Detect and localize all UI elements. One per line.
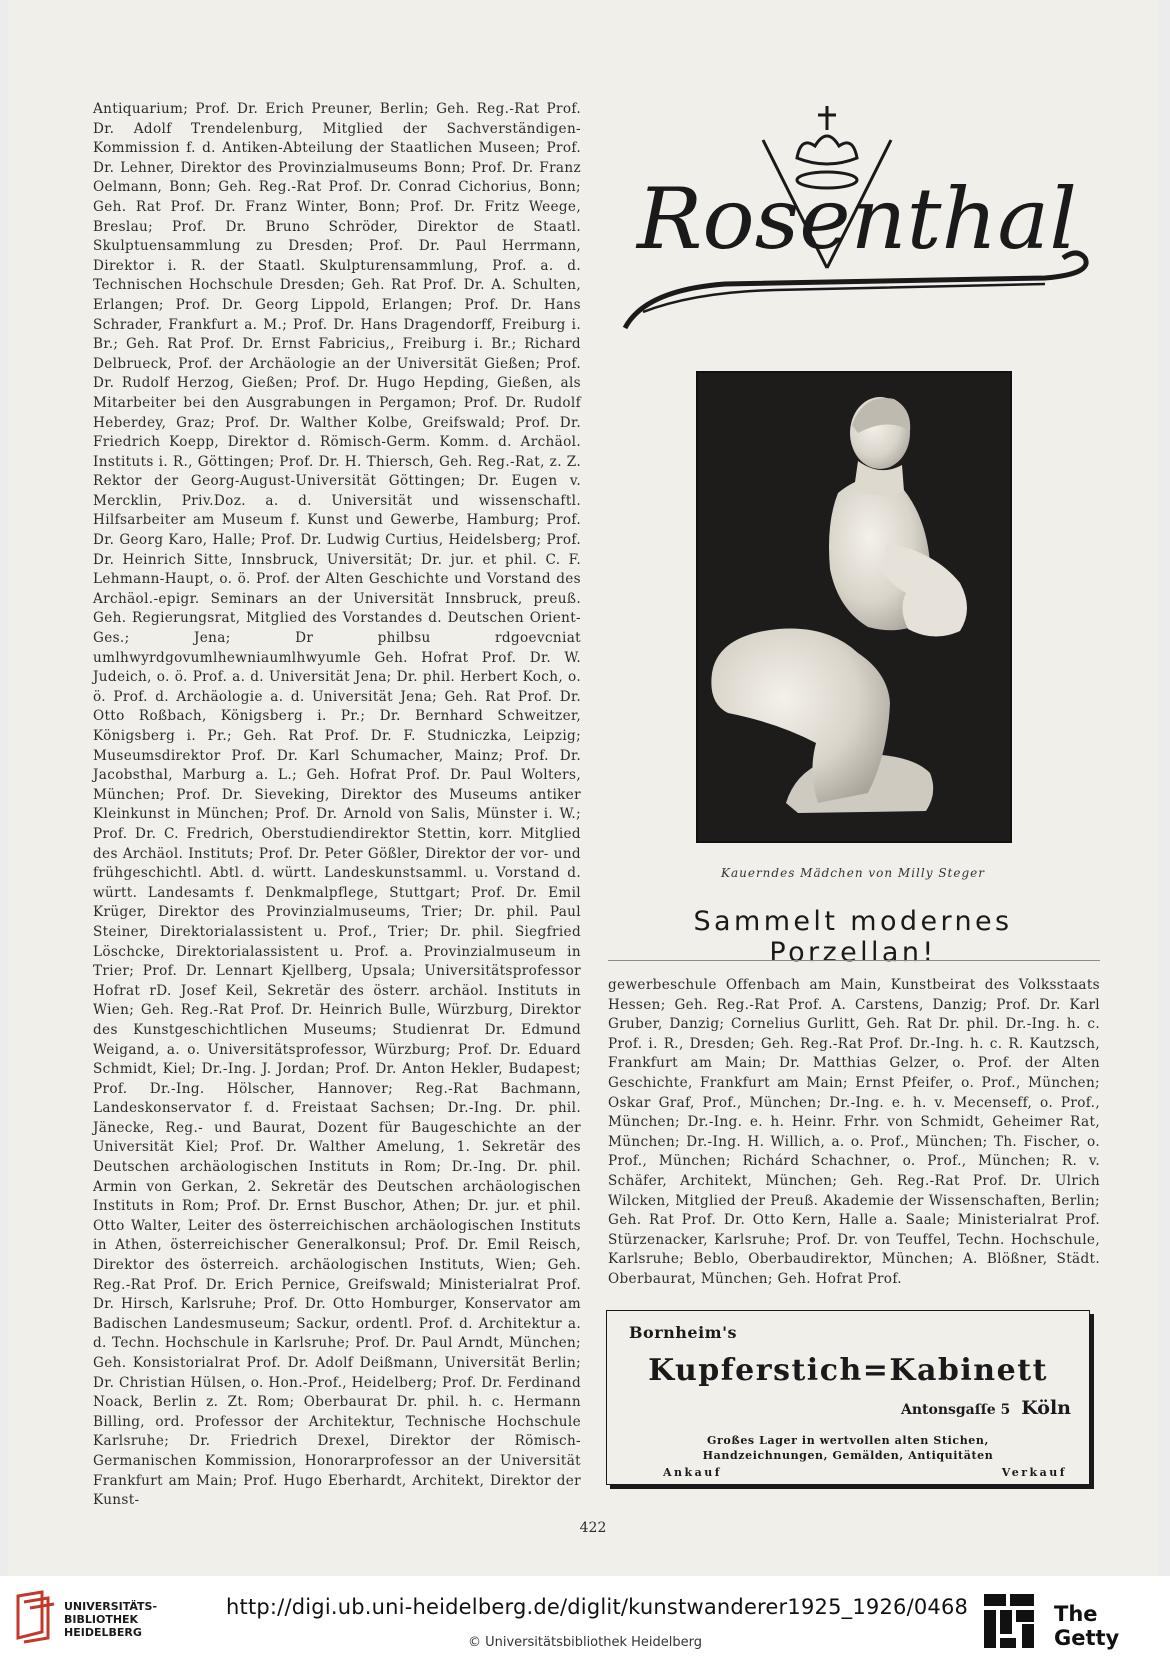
divider-rule [608,960,1100,961]
ad-address [901,1397,1071,1419]
sculpture-photo [696,371,1012,843]
scanned-page [8,0,1158,1576]
ad-description-line: Handzeichnungen, Gemälden, Antiquitäten [702,1449,994,1462]
right-column-text: gewerbeschule Offenbach am Main, Kunstbeirat des Volksstaats Hessen; Geh. Reg.-Rat Prof. A. Carstens, Danzig; Prof. Dr. Karl Gruber, Danzig; Cornelius Gurlitt, Geh. Rat Dr. phil. Dr.-Ing. h. c. Prof. i. R., Dresden; Geh. Reg.-Rat Prof. Dr.-Ing. h. c. R. Kautzsch, Frankfurt am Main; Dr. Matthias Gelzer, o. Prof. der Alten Geschichte, Frankfurt am Main; Ernst Pfeifer, o. Prof., München; Oskar Graf, Prof., München; Dr.-Ing. e. h. v. Mecenseff, o. Prof., München; Dr.-Ing. e. h. Heinr. Frhr. von Schmidt, Geheimer Rat, München; Dr.-Ing. H. Willich, a. o. Prof., München; Th. Fischer, o. Prof., München; Richárd Schachner, o. Prof., München; R. v. Schäfer, Architekt, München; Geh. Reg.-Rat Prof. Dr. Ulrich Wilcken, Mitglied der Preuß. Akademie der Wissenschaften, Berlin; Geh. Rat Prof. Dr. Otto Kern, Halle a. Saale; Ministerialrat Prof. Stürzenacker, Karlsruhe; Prof. Dr. von Teuffel, Techn. Hochschule, Karlsruhe; Beblo, Oberbaudirektor, München; A. Blößner, Städt. Oberbaurat, München; Geh. Hofrat Prof. [608,977,1100,1287]
rosenthal-logo [615,98,1105,348]
photo-caption: Kauerndes Mädchen von Milly Steger [721,866,985,880]
left-column-text: Antiquarium; Prof. Dr. Erich Preuner, Berlin; Geh. Reg.-Rat Prof. Dr. Adolf Trendelenburg, Mitglied der Sachverständigen-Kommission f. d. Antiken-Abteilung der Staatlichen Museen; Prof. Dr. Lehner, Direktor des Provinzialmuseums Bonn; Prof. Dr. Franz Oelmann, Bonn; Geh. Reg.-Rat Prof. Dr. Conrad Cichorius, Bonn; Geh. Rat Prof. Dr. Franz Winter, Bonn; Prof. Dr. Fritz Weege, Breslau; Prof. Dr. Bruno Schröder, Direktor de Staatl. Skulptuensammlung zu Dresden; Prof. Dr. Paul Herrmann, Direktor i. R. der Staatl. Skulpturensammlung, Prof. a. d. Technischen Hochschule Dresden; Geh. Rat Prof. Dr. A. Schulten, Erlangen; Prof. Dr. Georg Lippold, Erlangen; Prof. Dr. Hans Schrader, Frankfurt a. M.; Prof. Dr. Hans Dragendorff, Freiburg i. Br.; Geh. Rat Prof. Dr. Ernst Fabricius,, Freiburg i. Br.; Richard Delbrueck, Prof. der Archäologie an der Universität Gießen; Prof. Dr. Rudolf Herzog, Gießen; Prof. Dr. Hugo Hepding, Gießen, als Mitarbeiter bei den Ausgrabungen in Pergamon; Prof. Dr. Rudolf Heberdey, Graz; Prof. Dr. Walther Kolbe, Greifswald; Prof. Dr. Friedrich Koepp, Direktor d. Römisch-Germ. Komm. d. Archäol. Instituts i. R., Göttingen; Prof. Dr. H. Thiersch, Geh. Reg.-Rat, z. Z. Rektor der Georg-August-Universität Göttingen; Dr. Eugen v. Mercklin, Priv.Doz. a. d. Universität und wissenschaftl. Hilfsarbeiter am Museum f. Kunst und Gewerbe, Hamburg; Prof. Dr. Georg Karo, Halle; Prof. Dr. Ludwig Curtius, Heidelsberg; Prof. Dr. Heinrich Sitte, Innsbruck, Universität; Dr. jur. et phil. C. F. Lehmann-Haupt, o. ö. Prof. der Alten Geschichte und Vorstand des Archäol.-epigr. Seminars an der Universität Innsbruck, preuß. Geh. Regierungsrat, Mitglied des Vorstandes d. Deutschen Orient-Ges.; Jena; Dr philbsu rdgoevcniat umlhwyrdgovumlhewniaumlhwyumle Geh. Hofrat Prof. Dr. W. Judeich, o. ö. Prof. a. d. Universität Jena; Dr. phil. Herbert Koch, o. ö. Prof. d. Archäologie a. d. Universität Jena; Geh. Rat Prof. Dr. Otto Roßbach, Königsberg i. Pr.; Dr. Bernhard Schweitzer, Königsberg i. Pr.; Geh. Rat Prof. Dr. F. Studniczka, Leipzig; Museumsdirektor Prof. Dr. Karl Schumacher, Mainz; Prof. Dr. Jacobsthal, Marburg a. L.; Geh. Hofrat Prof. Dr. Paul Wolters, München; Prof. Dr. Sieveking, Direktor des Museums antiker Kleinkunst in München; Prof. Dr. Arnold von Salis, Münster i. W.; Prof. Dr. C. Fredrich, Oberstudiendirektor Stettin, korr. Mitglied des Archäol. Instituts; Prof. Dr. Peter Gößler, Direktor der vor- und frühgeschichtl. Abtl. d. württ. Landeskunstsamml. u. Vorstand d. württ. Landesamts f. Denkmalpflege, Stuttgart; Prof. Dr. Emil Krüger, Direktor des Provinzialmuseums, Trier; Dr. phil. Paul Steiner, Direktorialassistent u. Prof., Trier; Dr. phil. Siegfried Löschcke, Direktorialassistent u. Prof. a. Provinzialmuseum in Trier; Prof. Dr. Lennart Kjellberg, Upsala; Universitätsprofessor Hofrat rD. Josef Keil, Sekretär des österr. archäol. Instituts in Wien; Geh. Reg.-Rat Prof. Dr. Heinrich Bulle, Würzburg, Direktor des Kunstgeschichtlichen Museums; Studienrat Dr. Edmund Weigand, a. o. Universitätsprofessor, Würzburg; Prof. Dr. Eduard Schmidt, Kiel; Dr.-Ing. J. Jordan; Prof. Dr. Anton Hekler, Budapest; Prof. Dr.-Ing. Hölscher, Hannover; Reg.-Rat Bachmann, Landeskonservator f. d. Freistaat Sachsen; Dr.-Ing. Dr. phil. Jänecke, Reg.- und Baurat, Dozent für Baugeschichte an der Universität Kiel; Prof. Dr. Walther Amelung, 1. Sekretär des Deutschen archäologischen Instituts in Rom; Dr.-Ing. Dr. phil. Armin von Gerkan, 2. Sekretär des Deutschen archäologischen Instituts in Rom; Prof. Dr. Ernst Buschor, Athen; Dr. jur. et phil. Otto Walter, Leiter des österreichischen archäologischen Instituts in Athen, österreichischer Generalkonsul; Prof. Dr. Emil Reisch, Direktor des österreich. archäologischen Instituts, Wien; Geh. Reg.-Rat Prof. Dr. Erich Pernice, Greifswald; Ministerialrat Prof. Dr. Hirsch, Karlsruhe; Prof. Dr. Otto Homburger, Konservator am Badischen Landesmuseum; Sackur, ordentl. Prof. d. Architektur a. d. Techn. Hochschule in Karlsruhe; Prof. Dr. Paul Arndt, München; Geh. Konsistorialrat Prof. Dr. Adolf Deißmann, Universität Berlin; Dr. Christian Hülsen, o. Hon.-Prof., Heidelberg; Prof. Dr. Ferdinand Noack, Berlin z. Zt. Rom; Oberbaurat Dr. phil. h. c. Hermann Billing, ord. Professor der Architektur, Technische Hochschule Karlsruhe; Dr. Friedrich Drexel, Direktor der Römisch-Germanischen Kommission, Honorarprofessor an der Universität Frankfurt am Main; Prof. Hugo Eberhardt, Architekt, Direktor der Kunst- [93,101,581,1509]
ad-description [607,1433,1089,1463]
ad-description-line: Großes Lager in wertvollen alten Stichen, [707,1434,989,1447]
ad-street: Antonsgaſſe 5 [900,1402,1011,1418]
ad-headline: Sammelt modernes Porzellan! [693,906,1013,968]
ad-buy-label: Ankauf [663,1466,723,1479]
kneeling-figure-image [698,373,1010,841]
getty-name: The Getty [1054,1602,1120,1650]
getty-logo-icon [984,1594,1034,1652]
library-name-line: UNIVERSITÄTS- [64,1600,158,1613]
bornheim-ad [606,1310,1090,1485]
ad-sell-label: Verkauf [1001,1466,1067,1479]
ad-city: Köln [1021,1397,1071,1419]
source-url-link[interactable]: http://digi.ub.uni-heidelberg.de/diglit/kunstwanderer1925_1926/0468 [226,1595,969,1619]
university-library-name [64,1600,157,1639]
rosenthal-brand: Rosenthal [634,170,1077,268]
library-name-line: BIBLIOTHEK [64,1613,139,1626]
footer-bar [0,1576,1170,1662]
copyright-notice: © Universitätsbibliothek Heidelberg [467,1635,702,1650]
page-number: 422 [579,1520,607,1536]
ad-title: Kupferstich=Kabinett [648,1353,1048,1388]
ad-company-name: Bornheim's [629,1323,737,1342]
library-name-line: HEIDELBERG [64,1626,142,1639]
